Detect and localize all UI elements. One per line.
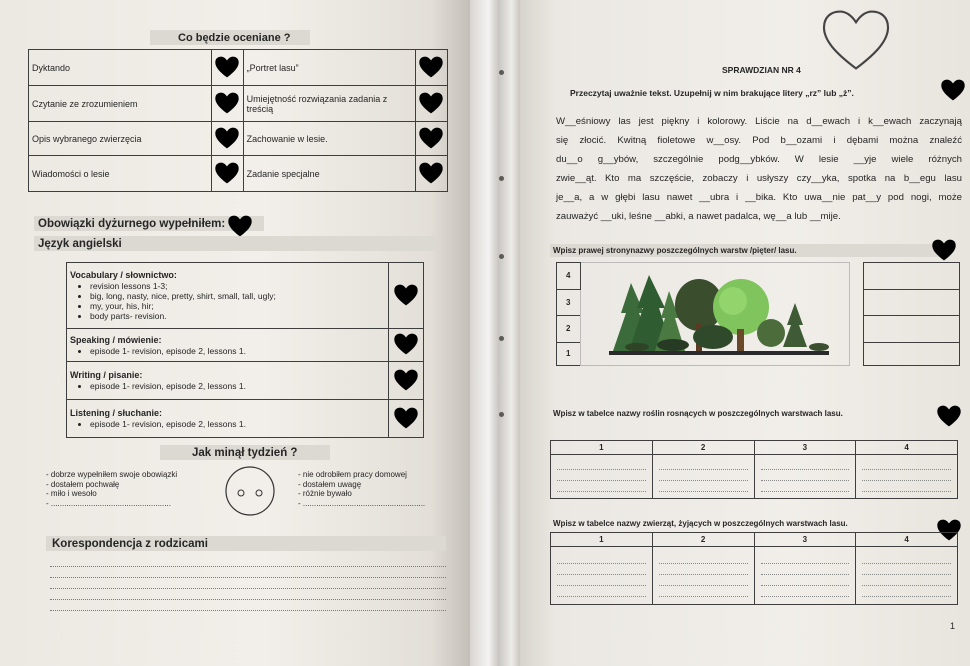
- option-text: - ......................................................: [46, 498, 171, 508]
- heart-icon: [418, 91, 444, 115]
- text-line: się złocić. Kwitną fioletowe w__osy. Pod b__ozami i dębami można znaleźć: [556, 135, 962, 146]
- heart-icon: [393, 332, 419, 356]
- list-item: • my, your, his, hir;: [90, 301, 385, 311]
- heart-icon: [936, 404, 962, 428]
- assessment-item: Dyktando: [29, 50, 212, 86]
- list-item: • episode 1- revision, episode 2, lessons 1.: [90, 381, 385, 391]
- english-section-title: Vocabulary / słownictwo:: [70, 270, 177, 280]
- week-title: Jak minął tydzień ?: [192, 447, 298, 459]
- column-number: 1: [551, 441, 653, 455]
- heart-icon: [418, 161, 444, 185]
- assessment-table: [28, 49, 448, 192]
- list-item: • episode 1- revision, episode 2, lessons 1.: [90, 346, 385, 356]
- english-table: [66, 262, 424, 438]
- assessment-item: „Portret lasu”: [243, 50, 415, 86]
- english-section-title: Speaking / mówienie:: [70, 334, 162, 345]
- test-title: SPRAWDZIAN NR 4: [722, 65, 801, 75]
- animals-table: [550, 532, 958, 605]
- list-item: • body parts- revision.: [90, 311, 385, 321]
- heart-icon: [820, 8, 892, 72]
- option-text: - miło i wesoło: [46, 489, 97, 498]
- heart-icon: [214, 126, 240, 150]
- layer-number: 2: [557, 316, 581, 343]
- english-title: Język angielski: [38, 238, 122, 250]
- plants-task: Wpisz w tabelce nazwy roślin rosnących w poszczególnych warstwach lasu.: [553, 409, 843, 418]
- column-number: 4: [856, 441, 958, 455]
- layers-task: Wpisz prawej stronynazwy poszczególnych warstw /pięter/ lasu.: [553, 246, 797, 255]
- right-test-page: [520, 0, 970, 666]
- column-number: 3: [754, 441, 856, 455]
- punch-hole: [499, 254, 504, 259]
- option-text: - .......................................................: [298, 498, 426, 508]
- heart-icon: [214, 91, 240, 115]
- option-text: - dostałem uwagę: [298, 479, 362, 489]
- forest-layers-table: [556, 262, 960, 366]
- duty-label: Obowiązki dyżurnego wypełniłem:: [38, 218, 226, 230]
- forest-layers-illustration: [581, 263, 849, 363]
- text-line: zwie__ąt. Kto ma szczęście, zobaczy i usłyszy czy__yka, spotka na b__egu lasu: [556, 173, 962, 184]
- punch-hole: [499, 176, 504, 181]
- left-worksheet-page: [0, 0, 478, 666]
- assessment-title: Co będzie oceniane ?: [178, 32, 291, 44]
- text-line: du__o g__ybów, szczególnie podg__ybków. W lesie __yje wiele różnych: [556, 154, 962, 165]
- assessment-item: Czytanie ze zrozumieniem: [29, 86, 212, 122]
- assessment-item: Zadanie specjalne: [243, 156, 415, 192]
- assessment-item: Opis wybranego zwierzęcia: [29, 122, 212, 156]
- punch-hole: [499, 412, 504, 417]
- column-number: 3: [754, 533, 856, 547]
- heart-icon: [214, 55, 240, 79]
- heart-icon: [393, 283, 419, 307]
- blank-face-icon: [224, 465, 276, 517]
- column-number: 1: [551, 533, 653, 547]
- week-negative-options: [298, 470, 425, 508]
- text-line: zauważyć __uki, leśne __abki, a nawet padalca, wę__a lub __mije.: [556, 211, 841, 222]
- binder-sleeve: [470, 0, 522, 666]
- english-section-title: Listening / słuchanie:: [70, 408, 163, 418]
- heart-icon: [393, 368, 419, 392]
- option-text: - dobrze wypełniłem swoje obowiązki: [46, 470, 178, 479]
- option-text: - dostałem pochwałę: [46, 479, 120, 489]
- column-number: 2: [652, 441, 754, 455]
- assessment-item: Wiadomości o lesie: [29, 156, 212, 192]
- heart-icon: [393, 406, 419, 430]
- page-number: 1: [950, 621, 956, 631]
- layer-number: 3: [557, 289, 581, 316]
- heart-icon: [227, 214, 253, 238]
- list-item: • revision lessons 1-3;: [90, 281, 385, 291]
- heart-icon: [214, 161, 240, 185]
- week-positive-options: [46, 470, 177, 508]
- instruction-text: Przeczytaj uważnie tekst. Uzupełnij w nim brakujące litery „rz” lub „ż”.: [570, 88, 854, 98]
- layer-number: 4: [557, 263, 581, 290]
- heart-icon: [940, 78, 966, 102]
- list-item: • big, long, nasty, nice, pretty, shirt, small, tall, ugly;: [90, 291, 385, 301]
- heart-icon: [418, 55, 444, 79]
- option-text: - różnie bywało: [298, 489, 352, 498]
- animals-task: Wpisz w tabelce nazwy zwierząt, żyjących w poszczególnych warstwach lasu.: [553, 519, 848, 528]
- text-line: W__eśniowy las jest piękny i kolorowy. Liście na d__ewach i k__ewach zaczynają: [556, 116, 962, 127]
- column-number: 4: [856, 533, 958, 547]
- correspondence-title: Korespondencja z rodzicami: [52, 538, 208, 550]
- plants-table: [550, 440, 958, 499]
- english-section-title: Writing / pisanie:: [70, 370, 143, 380]
- punch-hole: [499, 70, 504, 75]
- heart-icon: [418, 126, 444, 150]
- assessment-item: Umiejętność rozwiązania zadania z treścią: [243, 86, 415, 122]
- heart-icon: [931, 238, 957, 262]
- column-number: 2: [652, 533, 754, 547]
- assessment-item: Zachowanie w lesie.: [243, 122, 415, 156]
- option-text: - nie odrobiłem pracy domowej: [298, 470, 407, 479]
- forest-illustration-cell: [580, 263, 849, 366]
- text-line: je__a, a w głębi lasu nawet __ubra i __bika. Kto uwa__nie pat__y pod nogi, może: [556, 192, 962, 203]
- list-item: • episode 1- revision, episode 2, lessons 1.: [90, 419, 385, 429]
- punch-hole: [499, 336, 504, 341]
- layer-number: 1: [557, 342, 581, 365]
